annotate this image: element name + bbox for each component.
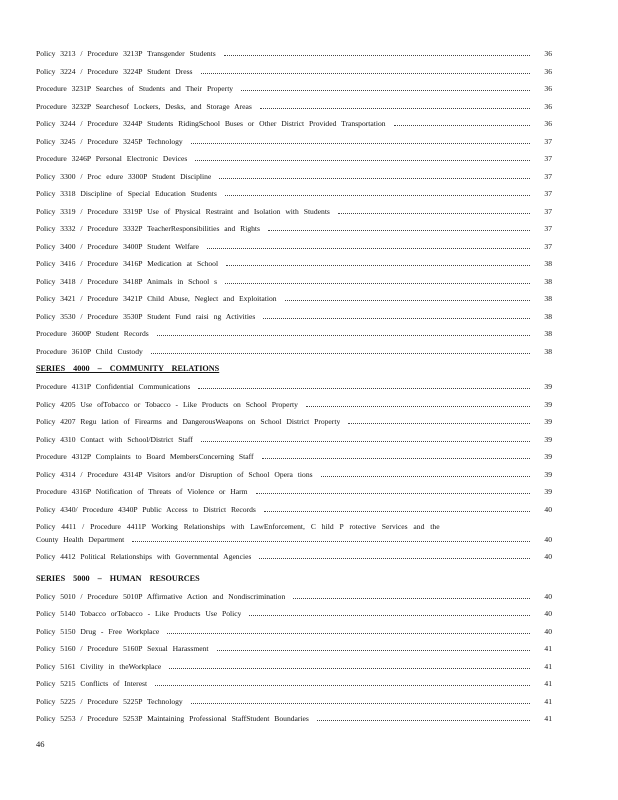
dot-leader	[157, 335, 530, 336]
toc-entry-page: 40	[544, 504, 552, 514]
toc-entry	[36, 150, 552, 168]
toc-entry-title: Policy 4314 / Procedure 4314P Visitors and/or Disruption of School Opera tions	[36, 469, 313, 479]
toc-entry-page: 40	[544, 626, 552, 636]
toc-entry-page: 36	[544, 119, 552, 128]
page-number: 46	[36, 739, 45, 749]
toc-entry-page: 38	[544, 346, 552, 356]
toc-entry-page: 39	[544, 487, 552, 496]
toc-entry	[36, 290, 552, 308]
toc-entry-page: 38	[544, 276, 552, 286]
toc-entry-page: 39	[544, 434, 552, 444]
toc-entry	[36, 675, 552, 693]
toc-entry-title: Procedure 3610P Child Custody	[36, 346, 143, 356]
toc-entry-page: 37	[544, 171, 552, 181]
series-heading-5000	[36, 570, 552, 588]
series-heading-4000	[36, 360, 552, 378]
toc-entry	[36, 115, 552, 133]
toc-entry-page: 36	[544, 49, 552, 58]
toc-entry	[36, 466, 552, 484]
series-heading-4000-text: SERIES 4000 – COMMUNITY RELATIONS	[36, 364, 220, 373]
toc-entry-page: 39	[544, 452, 552, 461]
toc-entry-title: Policy 4412 Political Relationships with Governmental Agencies	[36, 552, 252, 561]
toc-entry-title: Policy 4340/ Procedure 4340P Public Access to District Records	[36, 504, 256, 514]
toc-entry-title: Policy 3400 / Procedure 3400P Student Welfare	[36, 241, 199, 251]
toc-entry-page: 39	[544, 469, 552, 479]
toc-entry-page: 37	[544, 241, 552, 251]
toc-group-series-3000	[36, 45, 552, 360]
toc-entry-page: 41	[544, 644, 552, 653]
toc-entry-title: Policy 5160 / Procedure 5160P Sexual Harassment	[36, 644, 209, 653]
toc-entry-page: 38	[544, 329, 552, 338]
toc-entry	[36, 710, 552, 728]
dot-leader	[219, 178, 530, 179]
toc-entry	[36, 605, 552, 623]
toc-entry-page: 41	[544, 679, 552, 688]
toc-entry	[36, 548, 552, 566]
toc-entry-page: 38	[544, 311, 552, 321]
toc-entry	[36, 45, 552, 63]
toc-entry-page: 36	[544, 66, 552, 76]
dot-leader	[293, 598, 530, 599]
toc-entry-page: 40	[544, 535, 552, 544]
dot-leader	[191, 143, 530, 144]
toc-entry	[36, 623, 552, 641]
toc-entry-page: 37	[544, 136, 552, 146]
toc-entry-title: Procedure 3600P Student Records	[36, 329, 149, 338]
dot-leader	[191, 703, 530, 704]
toc-entry-title: Policy 5010 / Procedure 5010P Affirmative Action and Nondiscrimination	[36, 591, 286, 601]
dot-leader	[225, 283, 530, 284]
toc-entry-title: Policy 5161 Civility in theWorkplace	[36, 661, 162, 671]
dot-leader	[155, 685, 530, 686]
toc-entry-title: Procedure 4316P Notification of Threats of Violence or Harm	[36, 487, 248, 496]
toc-entry	[36, 308, 552, 326]
toc-entry-page: 40	[544, 552, 552, 561]
toc-entry-page: 36	[544, 101, 552, 111]
toc-entry-page: 39	[544, 382, 552, 391]
toc-entry	[36, 501, 552, 519]
series-heading-5000-text: SERIES 5000 – HUMAN RESOURCES	[36, 573, 200, 583]
toc-entry-multiline	[36, 520, 552, 546]
dot-leader	[169, 668, 530, 669]
toc-entry-page: 41	[544, 714, 552, 723]
toc-entry-title: Policy 3244 / Procedure 3244P Students RidingSchool Buses or Other District Provided Transportation	[36, 119, 386, 128]
toc-entry-title: Policy 3245 / Procedure 3245P Technology	[36, 136, 183, 146]
toc-entry-title: Policy 3530 / Procedure 3530P Student Fund raisi ng Activities	[36, 311, 256, 321]
toc-entry	[36, 273, 552, 291]
toc-entry-page: 36	[544, 84, 552, 93]
dot-leader	[217, 650, 530, 651]
toc-entry-title: Policy 4310 Contact with School/District Staff	[36, 434, 193, 444]
toc-entry-page: 39	[544, 399, 552, 409]
dot-leader	[348, 423, 530, 424]
toc-entry-title: Policy 3421 / Procedure 3421P Child Abuse, Neglect and Exploitation	[36, 294, 277, 303]
toc-group-series-4000	[36, 378, 552, 518]
dot-leader	[338, 213, 530, 214]
dot-leader	[198, 388, 530, 389]
toc-entry	[36, 133, 552, 151]
toc-entry-title: Policy 5150 Drug - Free Workplace	[36, 626, 160, 636]
dot-leader	[260, 108, 530, 109]
toc-entry	[36, 640, 552, 658]
toc-entry-title: Procedure 4312P Complaints to Board MembersConcerning Staff	[36, 452, 254, 461]
dot-leader	[207, 248, 530, 249]
dot-leader	[263, 318, 530, 319]
dot-leader	[264, 511, 530, 512]
toc-entry-page: 39	[544, 417, 552, 426]
dot-leader	[268, 230, 530, 231]
dot-leader	[167, 633, 530, 634]
toc-entry-title: Policy 3213 / Procedure 3213P Transgender Students	[36, 49, 216, 58]
toc-entry-page: 37	[544, 189, 552, 198]
toc-entry-title: Policy 5215 Conflicts of Interest	[36, 679, 148, 688]
toc-entry-title: Procedure 3246P Personal Electronic Devices	[36, 154, 188, 163]
toc-entry-title: Policy 5253 / Procedure 5253P Maintaining Professional StaffStudent Boundaries	[36, 714, 309, 723]
dot-leader	[321, 476, 530, 477]
dot-leader	[317, 720, 530, 721]
dot-leader	[132, 541, 530, 542]
dot-leader	[226, 265, 530, 266]
toc-entry-title: Policy 3318 Discipline of Special Education Students	[36, 189, 217, 198]
dot-leader	[225, 195, 530, 196]
toc-entry-line2: County Health Department	[36, 535, 125, 544]
dot-leader	[195, 160, 530, 161]
dot-leader	[249, 615, 530, 616]
dot-leader	[262, 458, 530, 459]
dot-leader	[241, 90, 530, 91]
toc-entry	[36, 325, 552, 343]
toc-entry	[36, 343, 552, 361]
dot-leader	[259, 558, 530, 559]
toc-entry-title: Policy 4205 Use ofTobacco or Tobacco - Like Products on School Property	[36, 399, 298, 409]
toc-entry-title: Policy 3319 / Procedure 3319P Use of Physical Restraint and Isolation with Students	[36, 206, 330, 216]
toc-entry	[36, 238, 552, 256]
toc-entry-title: Policy 4207 Regu lation of Firearms and DangerousWeapons on School District Property	[36, 417, 341, 426]
toc-entry-page: 38	[544, 294, 552, 303]
toc-entry-page: 41	[544, 696, 552, 706]
toc-entry-title: Policy 3332 / Procedure 3332P TeacherResponsibilities and Rights	[36, 224, 260, 233]
dot-leader	[151, 353, 530, 354]
toc-entry	[36, 220, 552, 238]
toc-entry-page: 40	[544, 591, 552, 601]
toc-entry-title: Policy 3224 / Procedure 3224P Student Dress	[36, 66, 193, 76]
toc-entry-page: 37	[544, 154, 552, 163]
toc-entry	[36, 483, 552, 501]
toc-entry-page: 41	[544, 661, 552, 671]
toc-entry-page: 38	[544, 259, 552, 268]
toc-entry-page: 37	[544, 224, 552, 233]
dot-leader	[201, 441, 530, 442]
toc-entry-title: Procedure 4131P Confidential Communications	[36, 382, 191, 391]
toc-entry	[36, 448, 552, 466]
dot-leader	[201, 73, 530, 74]
toc-entry	[36, 431, 552, 449]
toc-entry	[36, 63, 552, 81]
toc-entry	[36, 255, 552, 273]
toc-entry-title: Procedure 3231P Searches of Students and Their Property	[36, 84, 234, 93]
toc-entry-title: Policy 3416 / Procedure 3416P Medication at School	[36, 259, 219, 268]
toc-group-series-5000	[36, 588, 552, 728]
toc-entry-line1: Policy 4411 / Procedure 4411P Working Relationships with LawEnforcement, C hild P rotective Services and the	[36, 522, 440, 531]
toc-entry-page: 37	[544, 206, 552, 216]
toc-entry-title: Policy 3418 / Procedure 3418P Animals in School s	[36, 276, 218, 286]
toc-entry	[36, 80, 552, 98]
dot-leader	[394, 125, 530, 126]
toc-entry-page: 40	[544, 609, 552, 618]
toc-entry-title: Policy 5225 / Procedure 5225P Technology	[36, 696, 183, 706]
toc-entry	[36, 378, 552, 396]
toc-entry	[36, 168, 552, 186]
dot-leader	[256, 493, 530, 494]
dot-leader	[306, 406, 530, 407]
toc-entry-title: Policy 5140 Tobacco orTobacco - Like Products Use Policy	[36, 609, 242, 618]
table-of-contents	[36, 45, 552, 728]
toc-entry-title: Procedure 3232P Searchesof Lockers, Desks, and Storage Areas	[36, 101, 252, 111]
toc-entry	[36, 203, 552, 221]
toc-entry	[36, 98, 552, 116]
toc-entry	[36, 588, 552, 606]
toc-entry	[36, 658, 552, 676]
dot-leader	[224, 55, 530, 56]
toc-entry	[36, 413, 552, 431]
toc-entry	[36, 185, 552, 203]
toc-entry-title: Policy 3300 / Proc edure 3300P Student Discipline	[36, 171, 212, 181]
toc-entry	[36, 693, 552, 711]
dot-leader	[285, 300, 530, 301]
toc-entry	[36, 396, 552, 414]
